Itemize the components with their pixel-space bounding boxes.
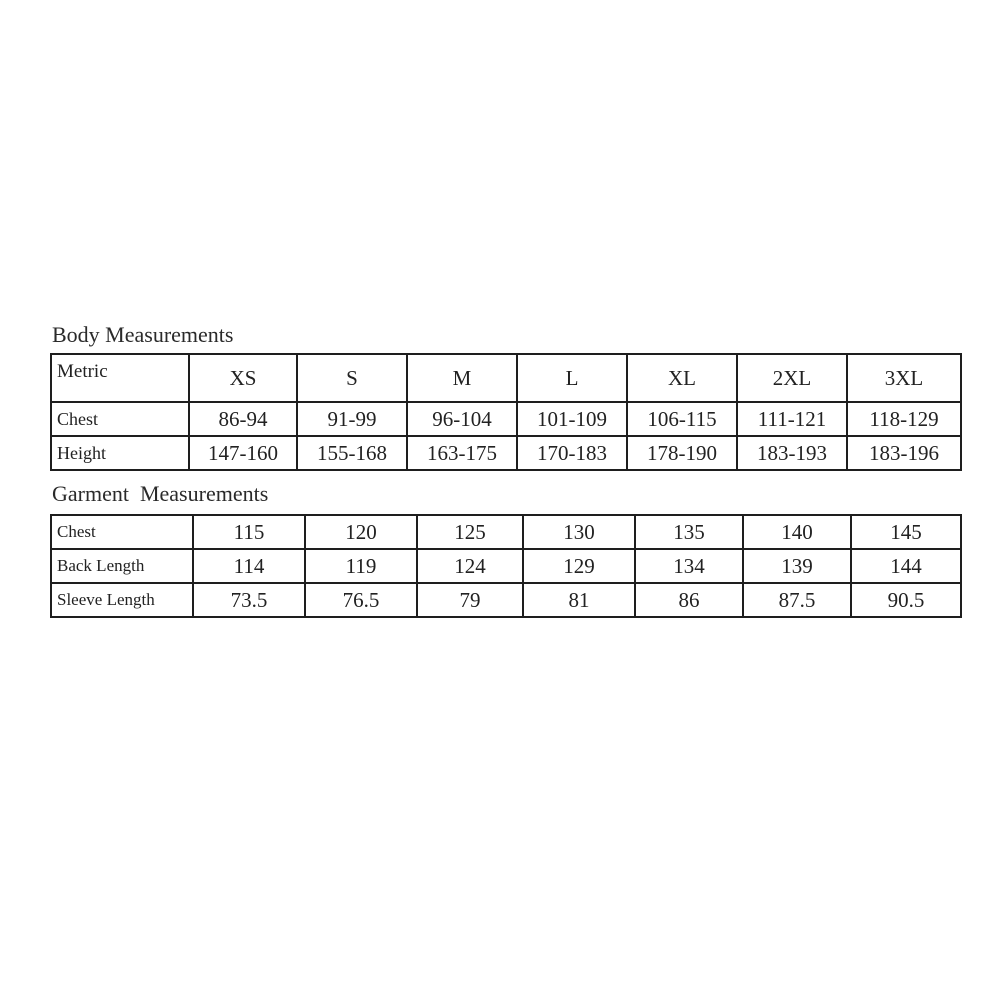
table-cell: 135 (635, 515, 743, 549)
garment-measurements-table (50, 514, 962, 618)
table-cell: 114 (193, 549, 305, 583)
size-header-row (51, 354, 961, 402)
body-height-row (51, 436, 961, 470)
garment-sleeve-length-row (51, 583, 961, 617)
body-measurements-table (50, 353, 962, 471)
table-cell: 178-190 (627, 436, 737, 470)
table-cell: 118-129 (847, 402, 961, 436)
table-cell: 86 (635, 583, 743, 617)
table-cell: 111-121 (737, 402, 847, 436)
table-cell: 79 (417, 583, 523, 617)
size-header-xs: XS (189, 354, 297, 402)
table-cell: 73.5 (193, 583, 305, 617)
garment-measurements-title: Garment Measurements (52, 481, 269, 506)
row-label-sleeve-length: Sleeve Length (51, 583, 193, 617)
table-cell: 90.5 (851, 583, 961, 617)
row-label-height: Height (51, 436, 189, 470)
size-header-xl: XL (627, 354, 737, 402)
table-cell: 119 (305, 549, 417, 583)
table-cell: 101-109 (517, 402, 627, 436)
table-cell: 155-168 (297, 436, 407, 470)
body-measurements-title: Body Measurements (52, 322, 234, 347)
table-cell: 144 (851, 549, 961, 583)
table-cell: 124 (417, 549, 523, 583)
size-header-m: M (407, 354, 517, 402)
table-cell: 91-99 (297, 402, 407, 436)
table-cell: 129 (523, 549, 635, 583)
table-cell: 96-104 (407, 402, 517, 436)
table-cell: 147-160 (189, 436, 297, 470)
garment-back-length-row (51, 549, 961, 583)
garment-chest-row (51, 515, 961, 549)
table-cell: 130 (523, 515, 635, 549)
size-header-s: S (297, 354, 407, 402)
table-cell: 183-193 (737, 436, 847, 470)
row-label-chest: Chest (51, 515, 193, 549)
table-cell: 87.5 (743, 583, 851, 617)
table-cell: 183-196 (847, 436, 961, 470)
row-label-chest: Chest (51, 402, 189, 436)
table-cell: 76.5 (305, 583, 417, 617)
table-cell: 125 (417, 515, 523, 549)
table-cell: 115 (193, 515, 305, 549)
size-header-2xl: 2XL (737, 354, 847, 402)
table-cell: 139 (743, 549, 851, 583)
table-cell: 134 (635, 549, 743, 583)
size-header-l: L (517, 354, 627, 402)
size-header-3xl: 3XL (847, 354, 961, 402)
table-cell: 170-183 (517, 436, 627, 470)
table-cell: 163-175 (407, 436, 517, 470)
table-cell: 120 (305, 515, 417, 549)
row-label-back-length: Back Length (51, 549, 193, 583)
table-cell: 140 (743, 515, 851, 549)
metric-header-cell: Metric (51, 354, 189, 402)
body-chest-row (51, 402, 961, 436)
table-cell: 81 (523, 583, 635, 617)
table-cell: 106-115 (627, 402, 737, 436)
table-cell: 145 (851, 515, 961, 549)
table-cell: 86-94 (189, 402, 297, 436)
